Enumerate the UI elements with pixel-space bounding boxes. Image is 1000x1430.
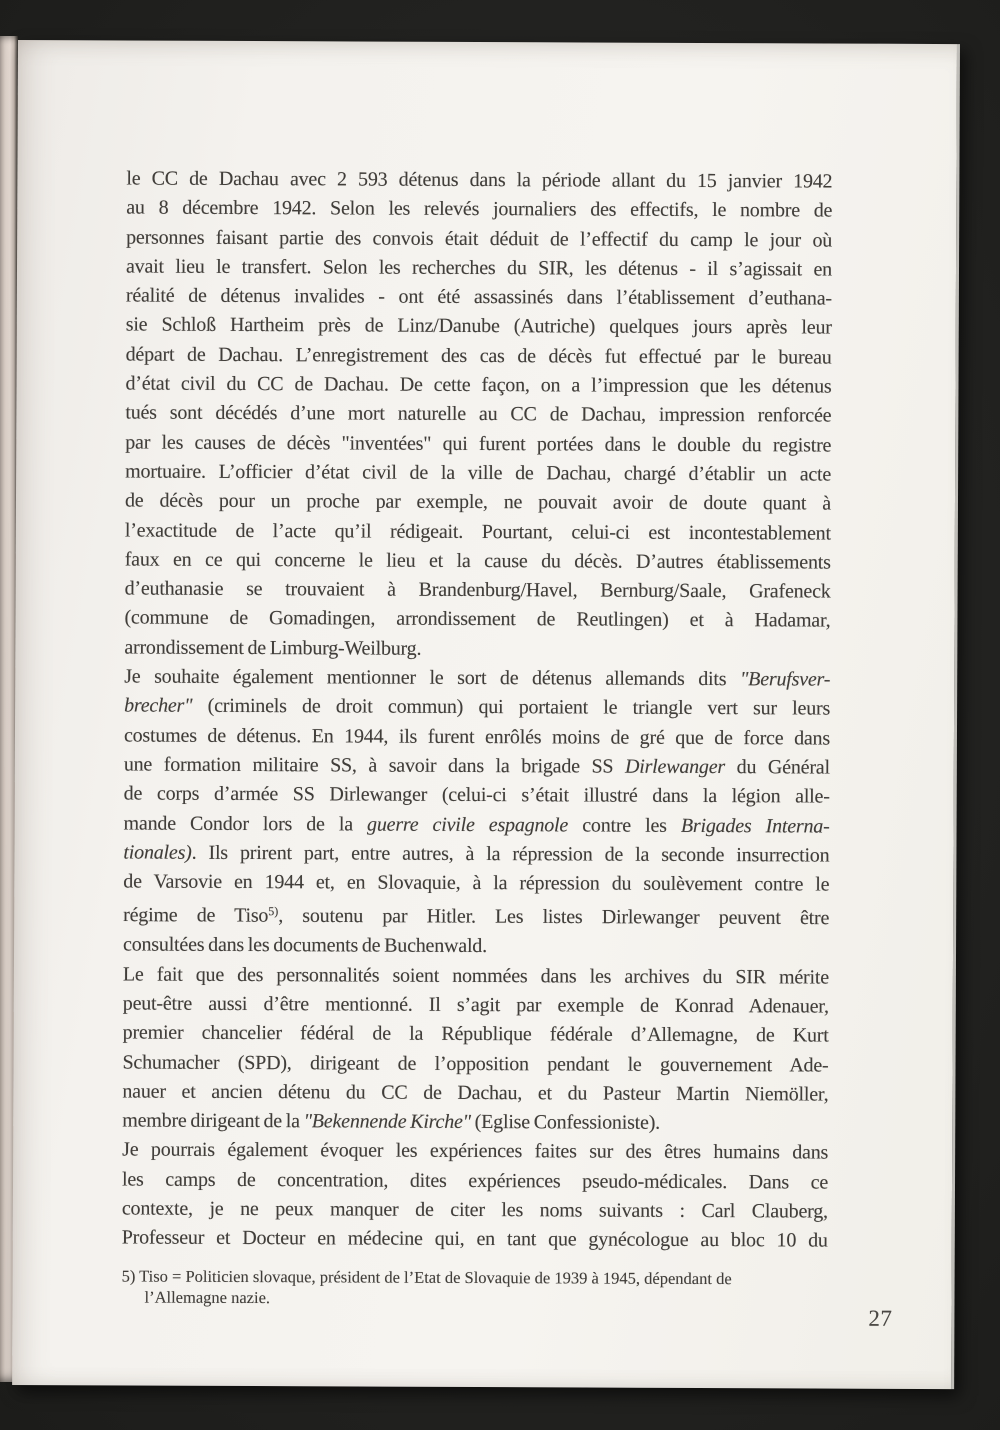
footnote-line: 5) Tiso = Politicien slovaque, président de l’Etat de Slovaquie de 1939 à 1945, dépendant de [121,1266,732,1289]
text-line: les camps de concentration, dites expériences pseudo-médicales. Dans ce [121,1168,829,1194]
text-line: premier chancelier fédéral de la République fédérale d’Allemagne, de Kurt [122,1021,829,1047]
text-line: nauer et ancien détenu du CC de Dachau, et du Pasteur Martin Niemöller, [122,1080,829,1106]
text-line: tués sont décédés d’une mort naturelle au CC de Dachau, impression renforcée [125,401,832,427]
text-line: peut-être aussi d’être mentionné. Il s’agit par exemple de Konrad Adenauer, [122,992,829,1018]
text-line: personnes faisant partie des convois était déduit de l’effectif du camp le jour où [126,226,833,252]
text-line: costumes de détenus. En 1944, ils furent enrôlés moins de gré que de force dans [123,724,831,750]
text-line: le CC de Dachau avec 2 593 détenus dans la période allant du 15 janvier 1942 [126,167,833,193]
text-line: régime de Tiso$^{5)}$, soutenu par Hitler. Les listes Dirlewanger peuvent être [123,904,830,930]
text-line: Je souhaite également mentionner le sort de détenus allemands dits "Berufsver- [124,665,831,691]
text-line: faux en ce qui concerne le lieu et la cause du décès. D’autres établissements [124,548,831,574]
footnote [121,1266,827,1310]
text-line: Schumacher (SPD), dirigeant de l’opposition pendant le gouvernement Ade- [122,1050,829,1077]
text-line: une formation militaire SS, à savoir dans la brigade SS Dirlewanger du Général [123,753,830,779]
text-line: Le fait que des personnalités soient nommées dans les archives du SIR mérite [122,963,829,989]
text-line: au 8 décembre 1942. Selon les relevés journaliers des effectifs, le nombre de [126,196,833,222]
text-line: mortuaire. L’officier d’état civil de la ville de Dachau, chargé d’établir un acte [125,460,832,486]
text-line: de Varsovie en 1944 et, en Slovaquie, à la répression du soulèvement contre le [123,870,830,896]
text-line: tionales). Ils prirent part, entre autres, à la répression de la seconde insurrection [123,841,830,867]
text-line: d’euthanasie se trouvaient à Brandenburg/Havel, Bernburg/Saale, Grafeneck [124,577,831,603]
text-line: par les causes de décès "inventées" qui furent portées dans le double du registre [125,431,832,457]
text-line: de corps d’armée SS Dirlewanger (celui-ci s’était illustré dans la légion alle- [123,782,830,808]
text-line: sie Schloß Hartheim près de Linz/Danube (Autriche) quelques jours après leur [125,313,832,340]
text-line: de décès pour un proche par exemple, ne pouvait avoir de doute quant à [124,489,832,515]
text-line: d’état civil du CC de Dachau. De cette façon, on a l’impression que les détenus [125,372,832,398]
text-line: départ de Dachau. L’enregistrement des cas de décès fut effectué par le bureau [125,343,832,369]
text-line: brecher" (criminels de droit commun) qui portaient le triangle vert sur leurs [124,694,831,720]
text-line: contexte, je ne peux manquer de citer les noms suivants : Carl Clauberg, [121,1197,828,1223]
text-line: l’exactitude de l’acte qu’il rédigeait. Pourtant, celui-ci est incontestablement [124,519,831,545]
page-number: 27 [868,1305,893,1331]
text-line: arrondissement de Limburg-Weilburg. [124,636,422,660]
text-line: membre dirigeant de la "Bekennende Kirche" (Eglise Confessioniste). [122,1109,661,1134]
text-line: réalité de détenus invalides - ont été assassinés dans l’établissement d’euthana- [125,284,832,310]
text-line: (commune de Gomadingen, arrondissement de Reutlingen) et à Hadamar, [124,606,831,633]
text-line: consultées dans les documents de Buchenwald. [123,933,487,958]
book-page [12,40,960,1389]
text-line: Professeur et Docteur en médecine qui, en tant que gynécologue au bloc 10 du [121,1226,828,1252]
footnote-line: l’Allemagne nazie. [144,1287,271,1307]
text-line: avait lieu le transfert. Selon les recherches du SIR, les détenus - il s’agissait en [125,255,833,281]
body-text [122,164,833,1256]
text-line: mande Condor lors de la guerre civile espagnole contre les Brigades Interna- [123,811,830,838]
text-line: Je pourrais également évoquer les expériences faites sur des êtres humains dans [122,1138,829,1164]
